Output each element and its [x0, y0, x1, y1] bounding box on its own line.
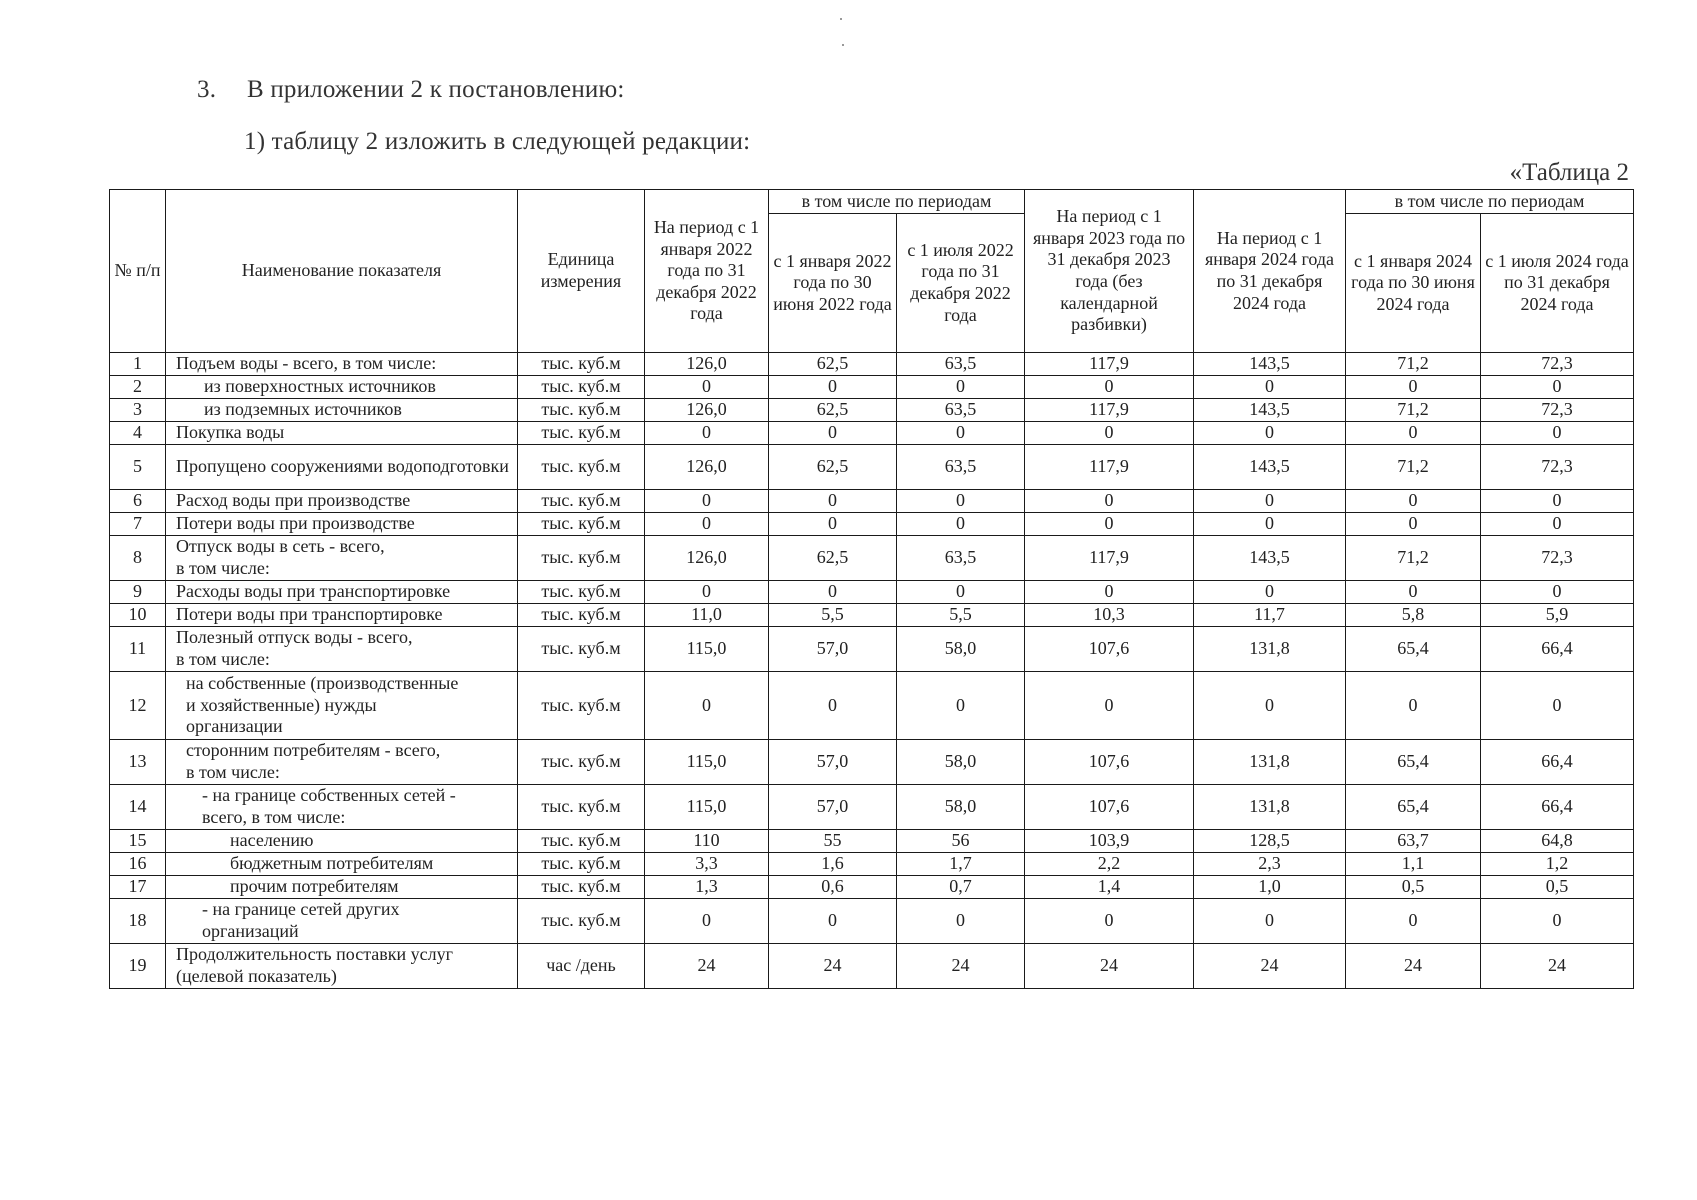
table-row — [110, 399, 1634, 422]
unit-cell: час /день — [518, 944, 645, 989]
value-cell: 2,3 — [1194, 853, 1346, 876]
value-cell: 0 — [1346, 672, 1481, 740]
unit-cell: тыс. куб.м — [518, 627, 645, 672]
table-row — [110, 853, 1634, 876]
subitem-1: 1) таблицу 2 изложить в следующей редакции: — [244, 128, 751, 155]
value-cell: 131,8 — [1194, 740, 1346, 785]
row-number: 14 — [110, 785, 166, 830]
indicators-table — [109, 189, 1634, 989]
value-cell: 110 — [645, 830, 769, 853]
table-header — [110, 190, 1634, 353]
section-number: 3. — [197, 76, 217, 103]
row-number: 1 — [110, 353, 166, 376]
value-cell: 0 — [1025, 490, 1194, 513]
value-cell: 5,9 — [1481, 604, 1634, 627]
value-cell: 11,0 — [645, 604, 769, 627]
value-cell: 65,4 — [1346, 740, 1481, 785]
value-cell: 107,6 — [1025, 740, 1194, 785]
value-cell: 63,5 — [897, 353, 1025, 376]
value-cell: 1,1 — [1346, 853, 1481, 876]
row-number: 9 — [110, 581, 166, 604]
value-cell: 115,0 — [645, 627, 769, 672]
table-row — [110, 445, 1634, 490]
value-cell: 24 — [1346, 944, 1481, 989]
value-cell: 0,5 — [1481, 876, 1634, 899]
value-cell: 71,2 — [1346, 399, 1481, 422]
value-cell: 0 — [1346, 513, 1481, 536]
value-cell: 24 — [769, 944, 897, 989]
indicator-name: сторонним потребителям - всего, в том числе: — [166, 740, 518, 785]
table-row — [110, 944, 1634, 989]
value-cell: 0 — [1346, 376, 1481, 399]
value-cell: 1,2 — [1481, 853, 1634, 876]
value-cell: 115,0 — [645, 740, 769, 785]
value-cell: 0 — [897, 672, 1025, 740]
indicator-name: из поверхностных источников — [166, 376, 518, 399]
value-cell: 0 — [1194, 899, 1346, 944]
indicator-name: Пропущено сооружениями водоподготовки — [166, 445, 518, 490]
scan-speck — [842, 44, 844, 46]
value-cell: 126,0 — [645, 399, 769, 422]
indicator-name: Расходы воды при транспортировке — [166, 581, 518, 604]
indicator-name: Продолжительность поставки услуг (целевой показатель) — [166, 944, 518, 989]
indicator-name: - на границе сетей других организаций — [166, 899, 518, 944]
value-cell: 24 — [1194, 944, 1346, 989]
table-row — [110, 740, 1634, 785]
value-cell: 0 — [1025, 672, 1194, 740]
value-cell: 65,4 — [1346, 627, 1481, 672]
value-cell: 58,0 — [897, 740, 1025, 785]
value-cell: 0 — [1481, 513, 1634, 536]
indicator-name: Расход воды при производстве — [166, 490, 518, 513]
unit-cell: тыс. куб.м — [518, 581, 645, 604]
value-cell: 58,0 — [897, 785, 1025, 830]
indicator-name: населению — [166, 830, 518, 853]
value-cell: 0 — [645, 422, 769, 445]
table-row — [110, 422, 1634, 445]
header-period-2024: На период с 1 января 2024 года по 31 декабря 2024 года — [1194, 190, 1346, 353]
value-cell: 1,0 — [1194, 876, 1346, 899]
value-cell: 0 — [897, 376, 1025, 399]
indicator-name: - на границе собственных сетей - всего, в том числе: — [166, 785, 518, 830]
header-period-2023: На период с 1 января 2023 года по 31 декабря 2023 года (без календарной разбивки) — [1025, 190, 1194, 353]
value-cell: 143,5 — [1194, 445, 1346, 490]
row-number: 3 — [110, 399, 166, 422]
value-cell: 72,3 — [1481, 399, 1634, 422]
unit-cell: тыс. куб.м — [518, 513, 645, 536]
value-cell: 63,5 — [897, 399, 1025, 422]
table-row — [110, 830, 1634, 853]
value-cell: 5,5 — [769, 604, 897, 627]
value-cell: 63,7 — [1346, 830, 1481, 853]
row-number: 2 — [110, 376, 166, 399]
value-cell: 0 — [1194, 422, 1346, 445]
value-cell: 0 — [1025, 376, 1194, 399]
value-cell: 62,5 — [769, 399, 897, 422]
value-cell: 126,0 — [645, 353, 769, 376]
table-row — [110, 513, 1634, 536]
value-cell: 0 — [769, 672, 897, 740]
value-cell: 5,8 — [1346, 604, 1481, 627]
value-cell: 117,9 — [1025, 536, 1194, 581]
value-cell: 3,3 — [645, 853, 769, 876]
table-row — [110, 785, 1634, 830]
value-cell: 0 — [1194, 513, 1346, 536]
unit-cell: тыс. куб.м — [518, 876, 645, 899]
value-cell: 55 — [769, 830, 897, 853]
unit-cell: тыс. куб.м — [518, 740, 645, 785]
row-number: 12 — [110, 672, 166, 740]
header-2024-h1: с 1 января 2024 года по 30 июня 2024 года — [1346, 214, 1481, 353]
value-cell: 0 — [1481, 376, 1634, 399]
indicator-name: из подземных источников — [166, 399, 518, 422]
value-cell: 71,2 — [1346, 353, 1481, 376]
value-cell: 117,9 — [1025, 353, 1194, 376]
table-row — [110, 490, 1634, 513]
value-cell: 0 — [1025, 899, 1194, 944]
value-cell: 57,0 — [769, 740, 897, 785]
value-cell: 0,5 — [1346, 876, 1481, 899]
value-cell: 117,9 — [1025, 445, 1194, 490]
value-cell: 10,3 — [1025, 604, 1194, 627]
indicator-name: бюджетным потребителям — [166, 853, 518, 876]
value-cell: 126,0 — [645, 536, 769, 581]
indicator-name: Полезный отпуск воды - всего, в том числе: — [166, 627, 518, 672]
value-cell: 131,8 — [1194, 627, 1346, 672]
value-cell: 0 — [897, 422, 1025, 445]
value-cell: 72,3 — [1481, 353, 1634, 376]
value-cell: 72,3 — [1481, 445, 1634, 490]
value-cell: 0 — [1025, 422, 1194, 445]
row-number: 17 — [110, 876, 166, 899]
value-cell: 143,5 — [1194, 536, 1346, 581]
header-num: № п/п — [110, 190, 166, 353]
indicator-name: Покупка воды — [166, 422, 518, 445]
value-cell: 0 — [1346, 490, 1481, 513]
value-cell: 71,2 — [1346, 536, 1481, 581]
value-cell: 1,3 — [645, 876, 769, 899]
value-cell: 56 — [897, 830, 1025, 853]
value-cell: 24 — [1481, 944, 1634, 989]
table-row — [110, 627, 1634, 672]
row-number: 8 — [110, 536, 166, 581]
value-cell: 11,7 — [1194, 604, 1346, 627]
row-number: 15 — [110, 830, 166, 853]
value-cell: 0 — [769, 422, 897, 445]
indicator-name: Отпуск воды в сеть - всего, в том числе: — [166, 536, 518, 581]
value-cell: 107,6 — [1025, 785, 1194, 830]
value-cell: 63,5 — [897, 536, 1025, 581]
table-row — [110, 536, 1634, 581]
unit-cell: тыс. куб.м — [518, 376, 645, 399]
value-cell: 143,5 — [1194, 399, 1346, 422]
unit-cell: тыс. куб.м — [518, 422, 645, 445]
value-cell: 0 — [1194, 490, 1346, 513]
value-cell: 62,5 — [769, 536, 897, 581]
value-cell: 0 — [769, 581, 897, 604]
value-cell: 0 — [645, 672, 769, 740]
value-cell: 0 — [897, 899, 1025, 944]
value-cell: 0 — [1346, 422, 1481, 445]
value-cell: 66,4 — [1481, 785, 1634, 830]
table-row — [110, 604, 1634, 627]
value-cell: 66,4 — [1481, 627, 1634, 672]
value-cell: 0 — [1025, 513, 1194, 536]
table-caption: «Таблица 2 — [1509, 159, 1629, 186]
value-cell: 0 — [897, 490, 1025, 513]
value-cell: 72,3 — [1481, 536, 1634, 581]
indicator-name: Потери воды при транспортировке — [166, 604, 518, 627]
header-name: Наименование показателя — [166, 190, 518, 353]
value-cell: 1,6 — [769, 853, 897, 876]
unit-cell: тыс. куб.м — [518, 672, 645, 740]
unit-cell: тыс. куб.м — [518, 490, 645, 513]
indicator-name: прочим потребителям — [166, 876, 518, 899]
value-cell: 2,2 — [1025, 853, 1194, 876]
value-cell: 128,5 — [1194, 830, 1346, 853]
value-cell: 66,4 — [1481, 740, 1634, 785]
indicator-name: на собственные (производственные и хозяйственные) нужды организации — [166, 672, 518, 740]
value-cell: 1,7 — [897, 853, 1025, 876]
value-cell: 0 — [645, 490, 769, 513]
value-cell: 131,8 — [1194, 785, 1346, 830]
value-cell: 0 — [1481, 899, 1634, 944]
value-cell: 0 — [645, 899, 769, 944]
value-cell: 143,5 — [1194, 353, 1346, 376]
value-cell: 0 — [1194, 376, 1346, 399]
unit-cell: тыс. куб.м — [518, 445, 645, 490]
value-cell: 24 — [645, 944, 769, 989]
unit-cell: тыс. куб.м — [518, 830, 645, 853]
value-cell: 0 — [1481, 490, 1634, 513]
section-text: В приложении 2 к постановлению: — [247, 76, 625, 103]
value-cell: 62,5 — [769, 353, 897, 376]
value-cell: 1,4 — [1025, 876, 1194, 899]
value-cell: 0 — [769, 376, 897, 399]
header-group-2022: в том числе по периодам — [769, 190, 1025, 214]
value-cell: 24 — [1025, 944, 1194, 989]
value-cell: 64,8 — [1481, 830, 1634, 853]
value-cell: 0 — [897, 581, 1025, 604]
value-cell: 0 — [1194, 581, 1346, 604]
row-number: 13 — [110, 740, 166, 785]
table-row — [110, 899, 1634, 944]
value-cell: 0 — [1025, 581, 1194, 604]
value-cell: 57,0 — [769, 627, 897, 672]
row-number: 4 — [110, 422, 166, 445]
unit-cell: тыс. куб.м — [518, 536, 645, 581]
value-cell: 0,6 — [769, 876, 897, 899]
value-cell: 63,5 — [897, 445, 1025, 490]
table-row — [110, 672, 1634, 740]
value-cell: 0 — [1481, 422, 1634, 445]
value-cell: 0 — [645, 513, 769, 536]
indicator-name: Потери воды при производстве — [166, 513, 518, 536]
header-2022-h2: с 1 июля 2022 года по 31 декабря 2022 года — [897, 214, 1025, 353]
value-cell: 65,4 — [1346, 785, 1481, 830]
row-number: 10 — [110, 604, 166, 627]
row-number: 11 — [110, 627, 166, 672]
row-number: 18 — [110, 899, 166, 944]
value-cell: 58,0 — [897, 627, 1025, 672]
value-cell: 126,0 — [645, 445, 769, 490]
value-cell: 0 — [897, 513, 1025, 536]
value-cell: 117,9 — [1025, 399, 1194, 422]
value-cell: 71,2 — [1346, 445, 1481, 490]
unit-cell: тыс. куб.м — [518, 853, 645, 876]
value-cell: 57,0 — [769, 785, 897, 830]
value-cell: 107,6 — [1025, 627, 1194, 672]
unit-cell: тыс. куб.м — [518, 785, 645, 830]
value-cell: 0 — [645, 376, 769, 399]
unit-cell: тыс. куб.м — [518, 604, 645, 627]
value-cell: 62,5 — [769, 445, 897, 490]
value-cell: 0 — [769, 490, 897, 513]
value-cell: 0 — [769, 899, 897, 944]
value-cell: 103,9 — [1025, 830, 1194, 853]
value-cell: 5,5 — [897, 604, 1025, 627]
value-cell: 0 — [645, 581, 769, 604]
value-cell: 0 — [1194, 672, 1346, 740]
unit-cell: тыс. куб.м — [518, 353, 645, 376]
value-cell: 0 — [1481, 581, 1634, 604]
table-row — [110, 581, 1634, 604]
value-cell: 0 — [1346, 581, 1481, 604]
row-number: 6 — [110, 490, 166, 513]
unit-cell: тыс. куб.м — [518, 399, 645, 422]
header-unit: Единица измерения — [518, 190, 645, 353]
indicator-name: Подъем воды - всего, в том числе: — [166, 353, 518, 376]
value-cell: 24 — [897, 944, 1025, 989]
row-number: 5 — [110, 445, 166, 490]
row-number: 16 — [110, 853, 166, 876]
section-item-3 — [197, 76, 625, 104]
row-number: 7 — [110, 513, 166, 536]
header-2022-h1: с 1 января 2022 года по 30 июня 2022 года — [769, 214, 897, 353]
table-row — [110, 353, 1634, 376]
table-row — [110, 876, 1634, 899]
value-cell: 0 — [1346, 899, 1481, 944]
table-body — [110, 353, 1634, 989]
table-row — [110, 376, 1634, 399]
header-2024-h2: с 1 июля 2024 года по 31 декабря 2024 года — [1481, 214, 1634, 353]
header-group-2024: в том числе по периодам — [1346, 190, 1634, 214]
scan-speck — [840, 18, 842, 20]
unit-cell: тыс. куб.м — [518, 899, 645, 944]
value-cell: 0 — [769, 513, 897, 536]
row-number: 19 — [110, 944, 166, 989]
value-cell: 0,7 — [897, 876, 1025, 899]
value-cell: 0 — [1481, 672, 1634, 740]
header-period-2022: На период с 1 января 2022 года по 31 декабря 2022 года — [645, 190, 769, 353]
value-cell: 115,0 — [645, 785, 769, 830]
